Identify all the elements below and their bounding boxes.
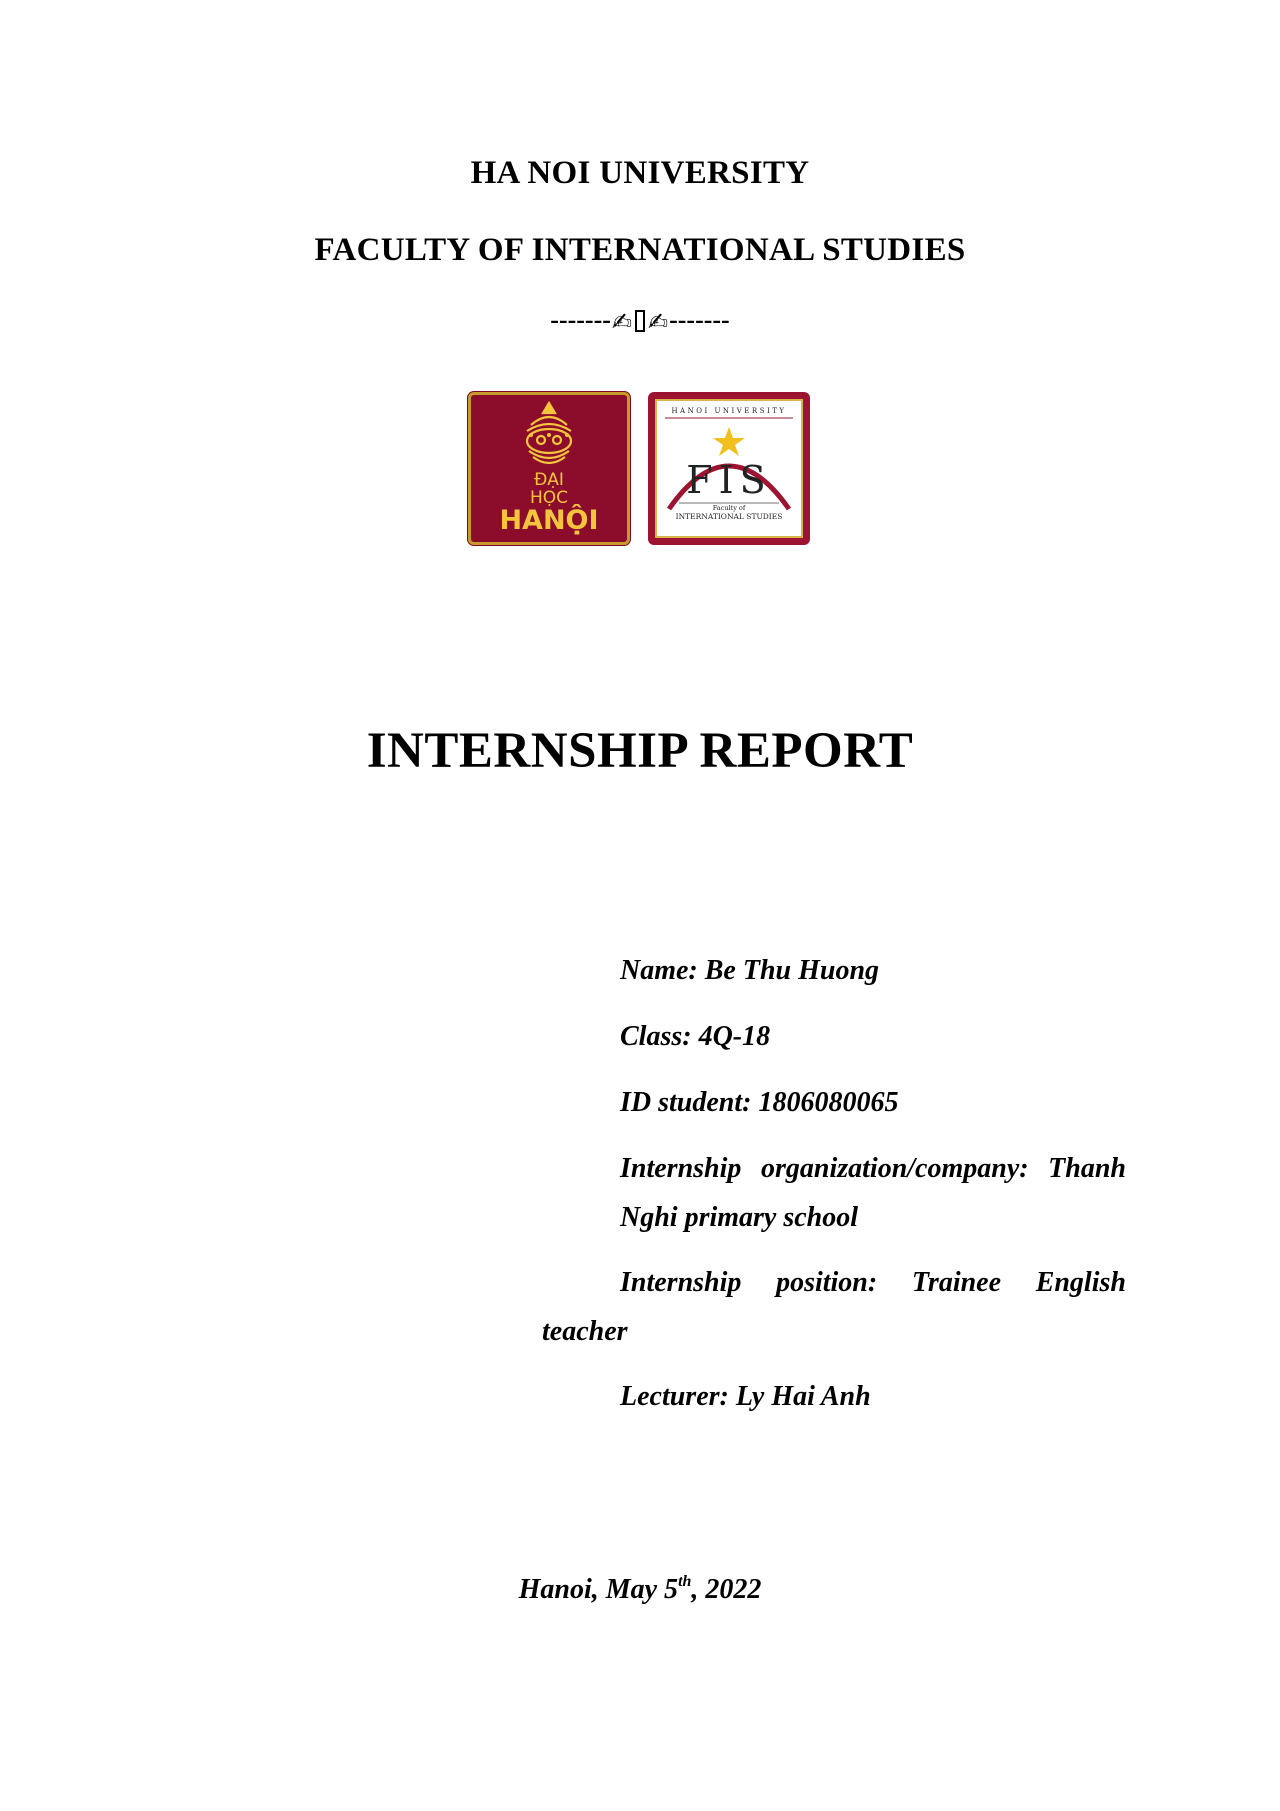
position-word: English <box>1035 1267 1126 1298</box>
missing-glyph-box <box>635 310 645 332</box>
internship-organization-continued: Nghi primary school <box>620 1202 859 1233</box>
date-ordinal-suffix: th <box>678 1573 692 1590</box>
internship-position-continued: teacher <box>542 1316 628 1347</box>
org-word: Internship <box>620 1153 742 1184</box>
ornamental-divider <box>0 305 1280 336</box>
student-id: ID student: 1806080065 <box>620 1087 899 1118</box>
fis-sub2: INTERNATIONAL STUDIES <box>675 512 783 521</box>
date-prefix: Hanoi, May 5 <box>518 1574 679 1605</box>
fis-emblem <box>657 401 801 536</box>
divider-dashes-right: ------- <box>669 305 730 334</box>
fis-letters: FIS <box>686 458 772 502</box>
star-icon <box>713 427 745 456</box>
fis-top-text: HANOI UNIVERSITY <box>671 407 787 415</box>
position-word: Trainee <box>911 1267 1002 1298</box>
hanu-logo-line1: ĐẠI <box>534 470 564 490</box>
university-name: HA NOI UNIVERSITY <box>470 155 810 191</box>
position-word: position: <box>776 1267 878 1298</box>
writing-hand-icon: ✍ <box>648 308 669 336</box>
hanu-logo-line2: HỌC <box>529 488 569 508</box>
hanu-logo-line3: HANỘI <box>499 505 599 536</box>
student-class: Class: 4Q-18 <box>620 1021 771 1052</box>
hanoi-university-logo <box>468 392 630 545</box>
position-word: Internship <box>620 1267 742 1298</box>
lecturer-name: Lecturer: Ly Hai Anh <box>620 1381 871 1412</box>
report-title: INTERNSHIP REPORT <box>366 723 914 779</box>
hanoi-university-emblem <box>471 395 627 542</box>
divider-dashes-left: ------- <box>550 305 611 334</box>
fis-faculty-logo <box>648 392 810 545</box>
faculty-name: FACULTY OF INTERNATIONAL STUDIES <box>314 232 966 268</box>
org-word: Thanh <box>1048 1153 1126 1184</box>
date-rest: , 2022 <box>691 1574 762 1605</box>
fis-sub1: Faculty of <box>712 504 746 512</box>
report-date <box>0 1574 1280 1606</box>
org-word: organization/company: <box>760 1153 1029 1184</box>
internship-position-row <box>620 1267 1126 1299</box>
internship-organization-row <box>620 1153 1126 1185</box>
writing-hand-icon: ✍ <box>611 308 632 336</box>
student-name: Name: Be Thu Huong <box>620 955 880 986</box>
fis-logo-inner <box>655 399 803 538</box>
